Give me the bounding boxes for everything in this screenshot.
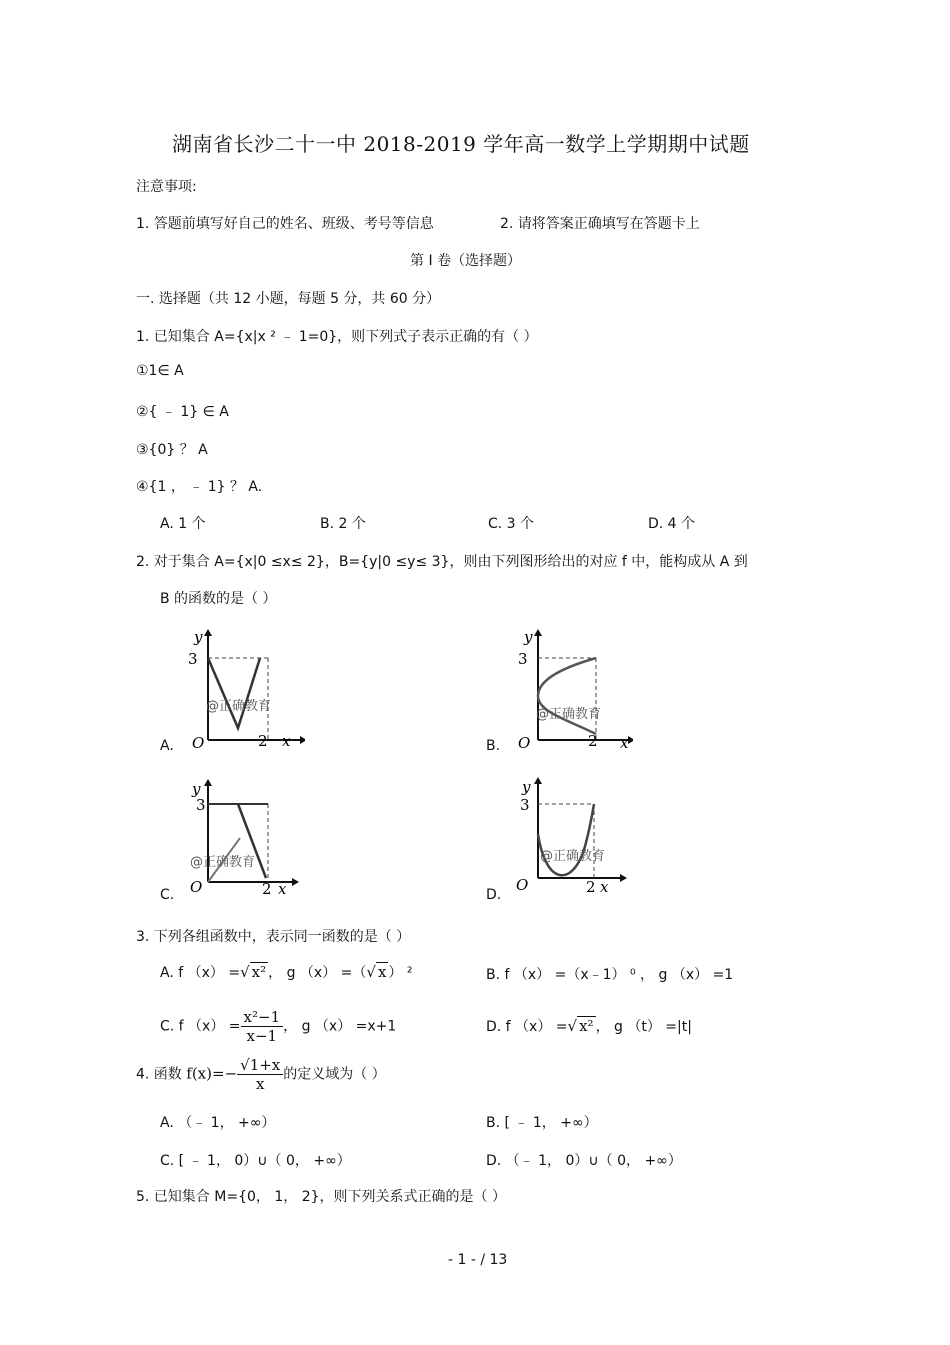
notice-heading: 注意事项: [136,179,197,195]
q4-numerator: √1+x [237,1056,283,1075]
page-title: 湖南省长沙二十一中 2018-2019 学年高一数学上学期期中试题 [172,132,750,156]
graph-b-x-label: x [620,734,629,752]
q4-minus: − [224,1064,238,1083]
question-1-option-b: B. 2 个 [320,516,366,532]
q3d-suffix: ， g （t） =|t| [595,1019,692,1035]
graph-d-x-label: x [600,878,609,896]
q3d-prefix: D. f （x） = [486,1019,568,1035]
question-4-option-a: A. （﹣ 1， +∞） [160,1115,276,1131]
question-3-option-d [486,1016,692,1036]
q4-prefix: 4. 函数 [136,1066,182,1083]
question-4-option-c: C. [ ﹣ 1， 0）∪（ 0， +∞） [160,1153,351,1169]
sqrt-icon: √ [240,963,250,981]
q3c-numerator: x²−1 [241,1008,284,1027]
q4-fraction [237,1056,283,1093]
question-3-option-b: B. f （x） =（x﹣1） ⁰ ， g （x） =1 [486,967,734,983]
graph-b-origin: O [518,734,531,752]
graph-c-x-label: x [278,880,287,898]
question-1-statement-4: ④{1 ， ﹣ 1} ？ A. [136,479,263,495]
graph-d-watermark: @正确教育 [540,849,606,864]
q3a-radicand: x² [251,963,267,981]
sqrt-icon: √ [567,1017,578,1035]
q3a-middle: ， g （x） =（ [268,965,367,981]
graph-a-origin: O [192,734,205,752]
question-1-statement-3: ③{0} ？ A [136,442,208,458]
q3a-radicand-2: x [377,963,387,981]
graph-a [180,628,305,753]
graph-c-origin: O [190,878,203,896]
question-1-option-c: C. 3 个 [488,516,535,532]
question-4-option-d: D. （﹣ 1， 0）∪（ 0， +∞） [486,1153,682,1169]
graph-b-y-tick: 3 [518,650,528,668]
graph-c [180,778,305,903]
question-1-option-a: A. 1 个 [160,516,206,532]
graph-d [508,776,633,901]
q3c-denominator: x−1 [246,1027,278,1045]
graph-c-watermark: @正确教育 [190,855,256,870]
graph-c-x-tick: 2 [262,880,272,898]
graph-b-watermark: @正确教育 [536,707,602,722]
question-2-stem-line-1: 2. 对于集合 A={x|0 ≤x≤ 2}，B={y|0 ≤y≤ 3}，则由下列图形给出的对应 f 中，能构成从 A 到 [136,554,748,570]
q3d-radicand: x² [579,1017,594,1035]
sqrt-icon: √ [366,963,376,981]
graph-b [508,628,633,753]
graph-d-y-tick: 3 [520,796,530,814]
q4-suffix: 的定义域为（ ） [283,1066,386,1083]
graph-d-origin: O [516,876,529,894]
page-footer: - 1 - / 13 [448,1252,508,1268]
question-1-statement-1: ①1∈ A [136,363,184,379]
q3c-prefix: C. f （x） = [160,1018,241,1035]
question-2-stem-line-2: B 的函数的是（ ） [160,591,277,607]
graph-c-label: C. [160,887,175,903]
graph-a-y-tick: 3 [188,650,198,668]
question-5-stem: 5. 已知集合 M={0， 1， 2}，则下列关系式正确的是（ ） [136,1189,506,1205]
part-heading: 一. 选择题（共 12 小题，每题 5 分，共 60 分） [136,291,441,307]
question-3-option-c [160,1008,396,1045]
question-1-option-d: D. 4 个 [648,516,696,532]
graph-a-x-label: x [282,732,291,750]
q3c-fraction [241,1008,284,1045]
section-heading: 第 I 卷（选择题） [410,253,522,269]
graph-c-y-label: y [192,780,201,798]
q4-denominator: x [255,1075,265,1093]
question-3-stem: 3. 下列各组函数中，表示同一函数的是（ ） [136,929,411,945]
graph-d-label: D. [486,887,502,903]
graph-d-y-label: y [522,778,531,796]
graph-b-label: B. [486,738,501,754]
question-4-stem [136,1056,386,1093]
q3a-prefix: A. f （x） = [160,965,241,981]
q4-function-lhs: f(x)= [186,1064,225,1083]
graph-a-label: A. [160,738,174,754]
graph-a-y-label: y [194,628,203,646]
graph-a-watermark: @正确教育 [206,699,272,714]
graph-d-x-tick: 2 [586,878,596,896]
graph-a-x-tick: 2 [258,732,268,750]
notice-item-2: 2. 请将答案正确填写在答题卡上 [500,216,700,232]
question-1-statement-2: ②{ ﹣ 1} ∈ A [136,404,229,420]
question-4-option-b: B. [ ﹣ 1， +∞） [486,1115,598,1131]
notice-item-1: 1. 答题前填写好自己的姓名、班级、考号等信息 [136,216,434,232]
graph-c-y-tick: 3 [196,796,206,814]
graph-b-x-tick: 2 [588,732,598,750]
question-1-stem: 1. 已知集合 A={x|x ² ﹣ 1=0}，则下列式子表示正确的有（ ） [136,329,538,345]
q3c-suffix: ， g （x） =x+1 [283,1018,397,1035]
graph-b-y-label: y [524,628,533,646]
q3a-suffix: ） ² [388,965,413,981]
question-3-option-a [160,962,412,982]
